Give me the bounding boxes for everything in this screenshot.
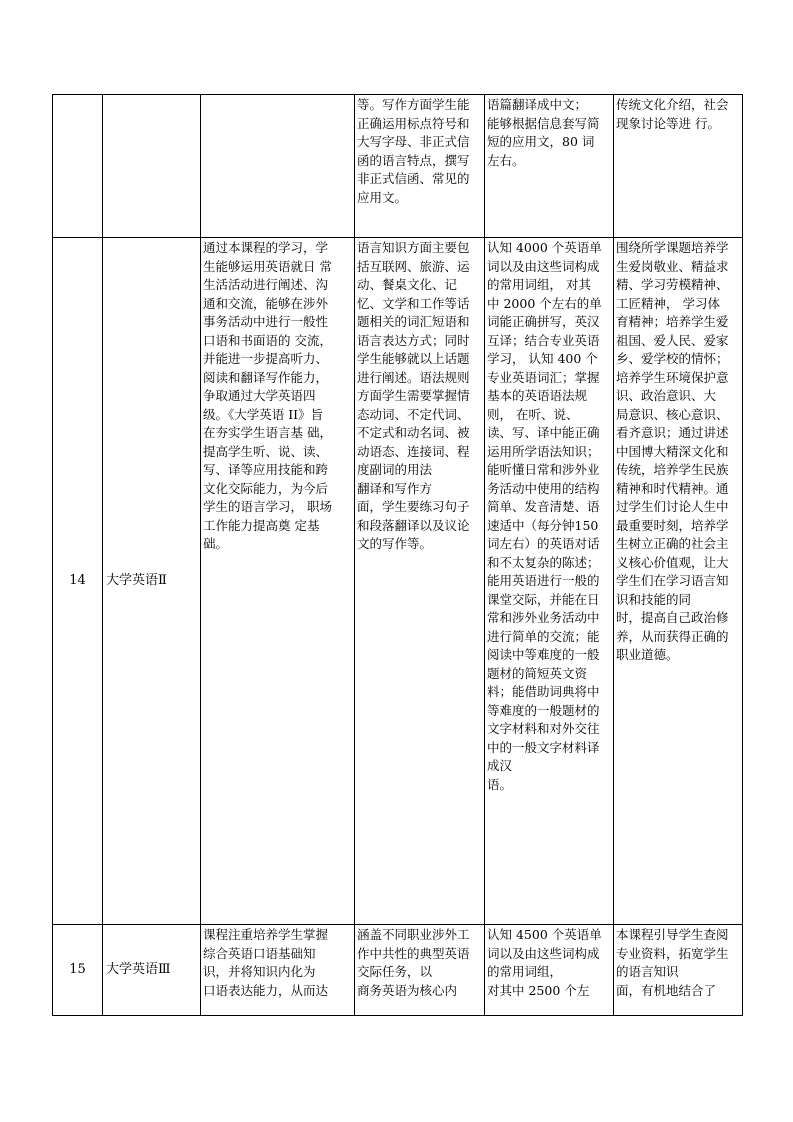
course-name: 大学英语Ⅲ [103, 925, 201, 1016]
course-goal: 通过本课程的学习，学 生能够运用英语就日 常 生活活动进行阐述、沟 通和交流，能够在涉外 事务活动中进行一般性 口语和书面语的 交流， 并能进一步提高听力、 阅读和翻译写作能力， 争取通过大学英语四 级。《大学英语 II》旨 在夯实学生语言基 础， 提高学生听、说、读、 写、译等应用技能和跨 文化交际能力，为今后 学生的语言学习， 职场 工作能力提高奠 定基 础。 [201, 238, 355, 925]
course-ideology: 本课程引导学生查阅 专业资料，拓宽学生 的语言知识 面，有机地结合了 [614, 925, 743, 1016]
curriculum-table [52, 94, 743, 1016]
course-name [103, 95, 201, 238]
course-ideology: 传统文化介绍，社会 现象讨论等进 行。 [614, 95, 743, 238]
table-row [53, 238, 743, 925]
course-requirement: 认知 4000 个英语单 词以及由这些词构成 的常用词组， 对其 中 2000 个左右的单 词能正确拼写，英汉 互译；结合专业英语 学习， 认知 400 个 专业英语词汇；掌握 基本的英语语法规 则， 在听、说、 读、写、译中能正确 运用所学语法知识； 能听懂日常和涉外业 务活动中使用的结构 简单、发音清楚、语 速适中（每分钟150 词左右）的英语对话 和不太复杂的陈述； 能用英语进行一般的 课堂交际，并能在日 常和涉外业务活动中 进行简单的交流；能 阅读中等难度的一般 题材的简短英文资 料；能借助词典将中 等难度的一般题材的 文字材料和对外交往 中的一般文字材料译 成汉 语。 [485, 238, 614, 925]
course-number: 14 [53, 238, 103, 925]
course-content: 等。写作方面学生能 正确运用标点符号和 大写字母、非正式信 函的语言特点，撰写 非正式信函、常见的 应用文。 [355, 95, 485, 238]
course-requirement: 认知 4500 个英语单 词以及由这些词构成 的常用词组， 对其中 2500 个左 [485, 925, 614, 1016]
course-number: 15 [53, 925, 103, 1016]
course-goal [201, 95, 355, 238]
table-row [53, 95, 743, 238]
course-ideology: 围绕所学课题培养学 生爱岗敬业、精益求 精、学习劳模精神、 工匠精神， 学习体 育精神；培养学生爱 祖国、爱人民、爱家 乡、爱学校的情怀； 培养学生环境保护意 识、政治意识、大 局意识、核心意识、 看齐意识；通过讲述 中国博大精深文化和 传统，培养学生民族 精神和时代精神。通 过学生们讨论人生中 最重要时刻，培养学 生树立正确的社会主 义核心价值观，让大 学生们在学习语言知 识和技能的同 时，提高自己政治修 养，从而获得正确的 职业道德。 [614, 238, 743, 925]
course-content: 语言知识方面主要包 括互联网、旅游、运 动、餐桌文化、记 忆、文学和工作等话 题相关的词汇短语和 语言表达方式；同时 学生能够就以上话题 进行阐述。语法规则 方面学生需要掌握情 态动词、不定代词、 不定式和动名词、被 动语态、连接词、程 度副词的用法 翻译和写作方 面，学生要练习句子 和段落翻译以及议论 文的写作等。 [355, 238, 485, 925]
course-goal: 课程注重培养学生掌握 综合英语口语基础知 识，并将知识内化为 口语表达能力，从而达 [201, 925, 355, 1016]
course-requirement: 语篇翻译成中文； 能够根据信息套写简 短的应用文，80 词 左右。 [485, 95, 614, 238]
course-content: 涵盖不同职业涉外工 作中共性的典型英语 交际任务，以 商务英语为核心内 [355, 925, 485, 1016]
course-name: 大学英语Ⅱ [103, 238, 201, 925]
table-row [53, 925, 743, 1016]
course-number [53, 95, 103, 238]
